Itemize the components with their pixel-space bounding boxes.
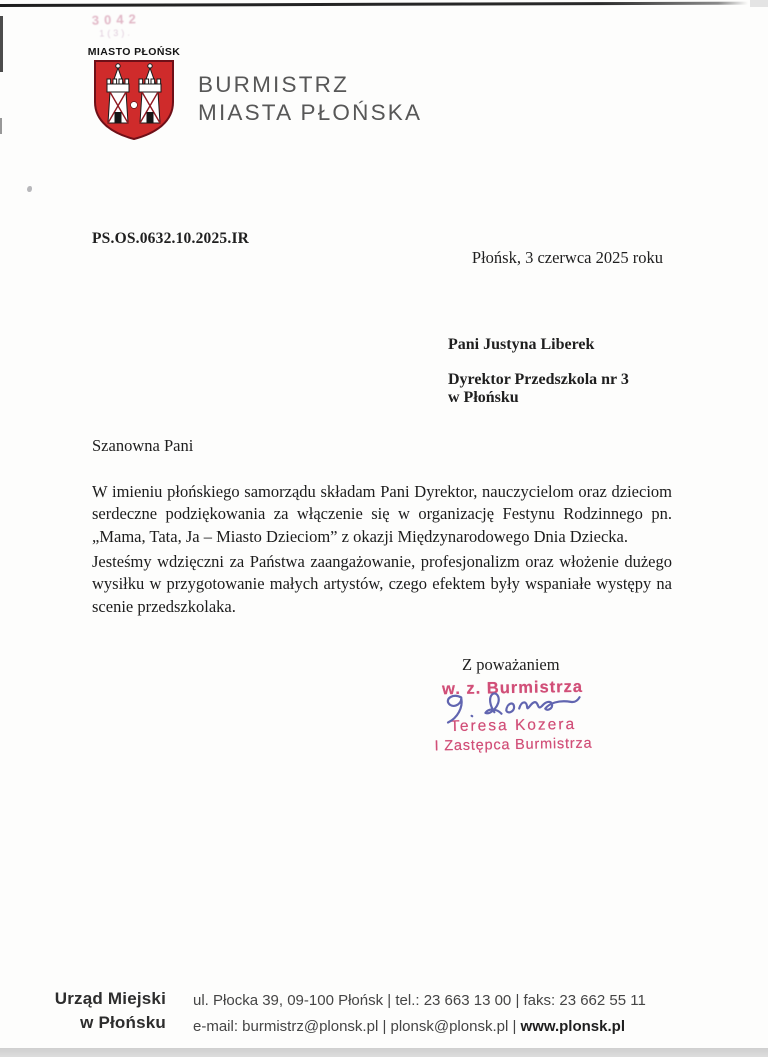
office-title-line1: BURMISTRZ: [198, 72, 350, 97]
footer-address-phone-line: ul. Płocka 39, 09-100 Płońsk | tel.: 23 663 13 00 | faks: 23 662 55 11: [193, 992, 646, 1009]
office-title: [198, 71, 422, 127]
footer-office-name-line1: Urząd Miejski: [54, 989, 166, 1008]
scan-top-edge-line: [0, 2, 748, 7]
plonsk-coat-of-arms-icon: [92, 59, 176, 141]
coat-of-arms: [85, 46, 183, 141]
addressee-title: Dyrektor Przedszkola nr 3: [448, 371, 629, 388]
scan-left-edge-mark: [0, 16, 3, 72]
faded-stamp-digits: 1(3).: [99, 27, 133, 39]
footer-email-line: [193, 1014, 753, 1040]
scan-bottom-edge: [0, 1048, 768, 1057]
stamp-signer-name: Teresa Kozera: [450, 715, 577, 736]
dateline: Płońsk, 3 czerwca 2025 roku: [471, 248, 663, 267]
footer-office-name-line2: w Płońsku: [80, 1013, 166, 1032]
coat-of-arms-label: MIASTO PŁOŃSK: [87, 46, 181, 58]
stamp-signer-title: I Zastępca Burmistrza: [434, 735, 593, 755]
footer-email-text: e-mail: burmistrz@plonsk.pl | plonsk@plonsk.pl |: [193, 1017, 521, 1035]
footer-contact: [193, 988, 753, 1039]
addressee-city: w Płońsku: [448, 389, 519, 406]
footer-office-name: [30, 987, 166, 1035]
body-paragraph-1: W imieniu płońskiego samorządu składam Pani Dyrektor, nauczycielom oraz dzieciom serdeczne podziękowania za włączenie się w organizację Festynu Rodzinnego pn. „Mama, Tata, Ja – Miasto Dzieciom” z okazji Międzynarodowego Dnia Dziecka.: [92, 482, 672, 546]
closing-phrase: Z poważaniem: [462, 655, 560, 674]
office-title-line2: MIASTA PŁOŃSKA: [198, 100, 423, 125]
faded-stamp-digits: 3042: [91, 11, 141, 28]
salutation: Szanowna Pani: [92, 436, 194, 455]
stamp-function-line: w. z. Burmistrza: [441, 677, 584, 699]
scan-corner-artifact: [750, 0, 768, 7]
faded-ink-stamp: [92, 11, 142, 39]
reference-number: PS.OS.0632.10.2025.IR: [92, 230, 250, 247]
addressee-name: Pani Justyna Liberek: [448, 336, 595, 353]
scan-speck: [27, 186, 32, 192]
scan-left-edge-mark: [0, 118, 2, 134]
footer-website: www.plonsk.pl: [520, 1017, 625, 1035]
body-paragraph-2: Jesteśmy wdzięczni za Państwa zaangażowanie, profesjonalizm oraz włożenie dużego wysiłku w przygotowanie małych artystów, czego efektem były wspaniałe występy na scenie przedszkolaka.: [92, 552, 672, 616]
